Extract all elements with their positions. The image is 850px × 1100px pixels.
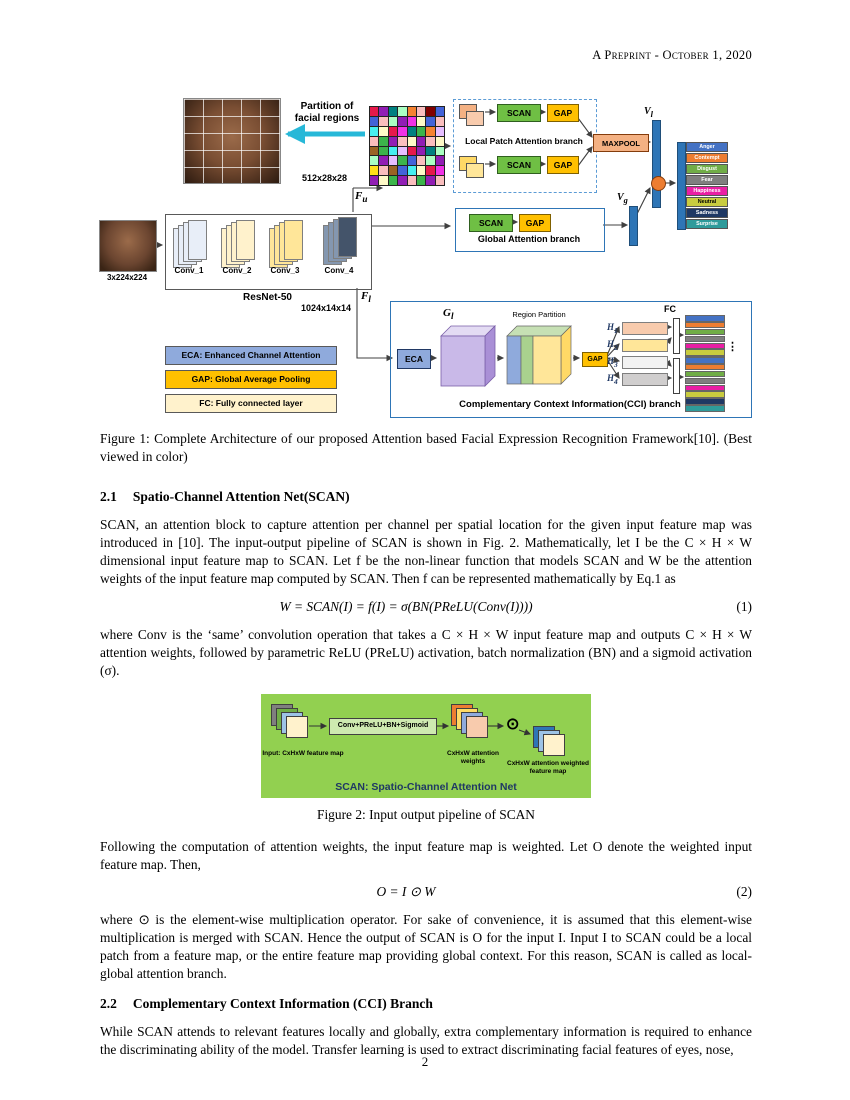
legend-list xyxy=(165,346,337,418)
mosaic-grid xyxy=(369,106,445,186)
scan-block: SCAN xyxy=(497,104,541,122)
equation-1-number: (1) xyxy=(736,598,752,614)
mosaic-cell xyxy=(389,156,397,165)
mosaic-cell xyxy=(389,107,397,116)
resnet-label: ResNet-50 xyxy=(243,292,292,303)
partition-label: Partition of facial regions xyxy=(294,101,360,124)
cci-output-stripe xyxy=(685,329,725,336)
fusion-node xyxy=(651,176,666,191)
mosaic-cell xyxy=(417,127,425,136)
mosaic-cell xyxy=(379,107,387,116)
equation-2-number: (2) xyxy=(736,884,752,900)
mosaic-cell xyxy=(426,166,434,175)
mosaic-cell xyxy=(370,117,378,126)
input-label: Input: CxHxW feature map xyxy=(262,749,344,757)
mosaic-cell xyxy=(370,137,378,146)
patch-icon xyxy=(466,163,484,178)
mosaic-cell xyxy=(417,147,425,156)
emotion-label: Happiness xyxy=(686,186,728,196)
figure-2-diagram xyxy=(261,694,591,798)
cci-output-stripe xyxy=(685,315,725,322)
h-bar xyxy=(622,373,668,386)
emotion-label: Sadness xyxy=(686,208,728,218)
mosaic-cell xyxy=(398,176,406,185)
mosaic-cell xyxy=(417,166,425,175)
cci-output-stripe xyxy=(685,357,725,364)
mosaic-cell xyxy=(370,147,378,156)
gap-block: GAP xyxy=(547,156,579,174)
weighted-label: CxHxW attention weighted feature map xyxy=(507,759,589,775)
paragraph-weighting: Following the computation of attention weights, the input feature map is weighted. Let O denote the weighted input feature map. Then, xyxy=(100,838,752,872)
equation-1 xyxy=(100,598,752,616)
mosaic-cell xyxy=(379,127,387,136)
cci-output-stripe xyxy=(685,378,725,385)
mosaic-cell xyxy=(408,166,416,175)
weighted-feature-map-layer xyxy=(543,734,565,756)
mosaic-cell xyxy=(408,156,416,165)
cci-output-stripe xyxy=(685,349,725,356)
fc-label: FC xyxy=(664,304,676,314)
figure-2 xyxy=(261,694,591,798)
conv1-label: Conv_1 xyxy=(174,266,204,275)
gap-block: GAP xyxy=(582,352,608,367)
vl-label: $V_l$ xyxy=(644,106,653,119)
mosaic-cell xyxy=(398,117,406,126)
conv1-stack xyxy=(173,220,209,268)
mosaic-cell xyxy=(398,137,406,146)
mosaic-cell xyxy=(417,176,425,185)
mosaic-cell xyxy=(370,107,378,116)
vl-feature-bar xyxy=(652,120,661,208)
mosaic-cell xyxy=(379,176,387,185)
fused-feature-bar xyxy=(677,142,686,230)
mosaic-cell xyxy=(379,117,387,126)
mosaic-cell xyxy=(389,147,397,156)
section-2-2-heading: 2.2 Complementary Context Information (CCI) Branch xyxy=(100,996,433,1012)
global-branch-label: Global Attention branch xyxy=(477,234,581,244)
fc-layer-bar xyxy=(673,318,680,354)
mosaic-cell xyxy=(408,117,416,126)
face-image-partitioned xyxy=(183,98,281,184)
equation-1-body: W = SCAN(I) = f(I) = σ(BN(PReLU(Conv(I)))) xyxy=(279,598,533,614)
mosaic-cell xyxy=(408,137,416,146)
equation-2 xyxy=(100,883,752,901)
mosaic-cell xyxy=(408,127,416,136)
weights-label: CxHxW attention weights xyxy=(447,749,499,765)
mosaic-cell xyxy=(436,176,444,185)
mosaic-cell xyxy=(426,117,434,126)
fc-layer-bar xyxy=(673,358,680,394)
eca-block: ECA xyxy=(397,349,431,369)
legend-item: ECA: Enhanced Channel Attention xyxy=(165,346,337,365)
mosaic-cell xyxy=(436,107,444,116)
legend-item: FC: Fully connected layer xyxy=(165,394,337,413)
input-feature-map-layer xyxy=(286,716,308,738)
elementwise-multiply-icon: ⊙ xyxy=(506,715,520,733)
mosaic-cell xyxy=(436,156,444,165)
mosaic-cell xyxy=(379,147,387,156)
emotion-label: Contempt xyxy=(686,153,728,163)
emotion-label: Surprise xyxy=(686,219,728,229)
emotion-label: Neutral xyxy=(686,197,728,207)
feature-dim-1024: 1024x14x14 xyxy=(300,303,351,313)
input-face-image xyxy=(99,220,157,272)
gap-block: GAP xyxy=(547,104,579,122)
cci-output-stripe xyxy=(685,371,725,378)
mosaic-cell xyxy=(398,147,406,156)
maxpool-block: MAXPOOL xyxy=(593,134,649,152)
conv4-stack xyxy=(323,217,359,265)
conv2-label: Conv_2 xyxy=(222,266,252,275)
region-partition-label: Region Partition xyxy=(512,310,566,319)
fl-label: $F_l$ xyxy=(361,290,371,305)
h2-label: $H_2$ xyxy=(607,339,618,352)
mosaic-cell xyxy=(408,147,416,156)
mosaic-cell xyxy=(389,137,397,146)
mosaic-cell xyxy=(426,156,434,165)
mosaic-cell xyxy=(389,176,397,185)
mosaic-cell xyxy=(398,156,406,165)
input-dim-label: 3x224x224 xyxy=(106,273,148,282)
h3-label: $H_3$ xyxy=(607,356,618,369)
figure-1-caption: Figure 1: Complete Architecture of our proposed Attention based Facial Expression Recognition Framework[10]. (Best viewed in color) xyxy=(100,431,752,464)
conv2-stack xyxy=(221,220,257,268)
paragraph-cci-intro: While SCAN attends to relevant features locally and globally, extra complementary information is required to enhance the discriminating ability of the model. Transfer learning is used to extract discriminating facial features of eyes, nose, xyxy=(100,1024,752,1058)
mosaic-cell xyxy=(417,137,425,146)
h-bar xyxy=(622,356,668,369)
legend-item: GAP: Global Average Pooling xyxy=(165,370,337,389)
emotion-stack xyxy=(686,142,728,230)
mosaic-cell xyxy=(408,107,416,116)
figure-1 xyxy=(95,96,755,426)
paragraph-conv-explanation: where Conv is the ‘same’ convolution operation that takes a C × H × W input feature map and outputs C × H × W attention weights, followed by parametric ReLU (PReLU) activation, batch normalization (BN) and a sigmoid activation (σ). xyxy=(100,626,752,678)
scan-block: SCAN xyxy=(469,214,513,232)
emotion-label: Anger xyxy=(686,142,728,152)
h4-label: $H_4$ xyxy=(607,373,618,386)
cci-output-stripe xyxy=(685,322,725,329)
mosaic-cell xyxy=(370,127,378,136)
h-bar xyxy=(622,339,668,352)
mosaic-cell xyxy=(426,147,434,156)
mosaic-cell xyxy=(426,107,434,116)
mosaic-cell xyxy=(436,166,444,175)
mosaic-cell xyxy=(417,107,425,116)
cci-output-stripe xyxy=(685,385,725,392)
cci-output-stripe xyxy=(685,364,725,371)
conv4-label: Conv_4 xyxy=(324,266,354,275)
mosaic-cell xyxy=(417,117,425,126)
page-content xyxy=(100,430,752,1069)
mosaic-cell xyxy=(398,166,406,175)
mosaic-cell xyxy=(398,107,406,116)
mosaic-cell xyxy=(417,156,425,165)
mosaic-cell xyxy=(370,176,378,185)
mosaic-cell xyxy=(426,127,434,136)
mosaic-cell xyxy=(436,127,444,136)
mosaic-cell xyxy=(379,137,387,146)
patch-icon xyxy=(466,111,484,126)
mosaic-cell xyxy=(389,127,397,136)
mosaic-cell xyxy=(436,147,444,156)
emotion-label: Fear xyxy=(686,175,728,185)
mosaic-cell xyxy=(436,117,444,126)
h-bar xyxy=(622,322,668,335)
scan-diagram-title: SCAN: Spatio-Channel Attention Net xyxy=(335,780,517,793)
mosaic-cell xyxy=(389,166,397,175)
local-branch-label: Local Patch Attention branch xyxy=(465,136,583,146)
mosaic-cell xyxy=(426,176,434,185)
paragraph-elementwise: where ⊙ is the element-wise multiplication operator. For sake of convenience, it is assumed that this element-wise multiplication is merged with SCAN. Hence the output of SCAN is O for the input I. Input I to SCAN could be a local patch from a feature map, or the entire feature map providing global context. For this reason, SCAN is called as local-global attention branch. xyxy=(100,912,752,982)
mosaic-cell xyxy=(370,166,378,175)
fu-label: $F_u$ xyxy=(355,190,368,205)
equation-2-body: O = I ⊙ W xyxy=(376,884,436,900)
conv-prelu-bn-sigmoid-block: Conv+PReLU+BN+Sigmoid xyxy=(329,718,437,735)
mosaic-cell xyxy=(370,156,378,165)
preprint-header: A Preprint - October 1, 2020 xyxy=(592,48,752,62)
conv3-label: Conv_3 xyxy=(270,266,300,275)
cci-branch-label: Complementary Context Information(CCI) branch xyxy=(459,399,681,410)
page-number: 2 xyxy=(421,1054,429,1069)
figure-2-caption: Figure 2: Input output pipeline of SCAN xyxy=(317,806,535,822)
mosaic-cell xyxy=(436,137,444,146)
conv3-stack xyxy=(269,220,305,268)
mosaic-cell xyxy=(408,176,416,185)
mosaic-cell xyxy=(379,156,387,165)
cci-output-stripe xyxy=(685,343,725,350)
gap-block: GAP xyxy=(519,214,551,232)
cci-output-stripe xyxy=(685,391,725,398)
mosaic-cell xyxy=(379,166,387,175)
emotion-label: Disgust xyxy=(686,164,728,174)
scan-block: SCAN xyxy=(497,156,541,174)
vg-label: $V_g$ xyxy=(617,192,628,205)
ellipsis-dots: ⋮ xyxy=(727,341,738,353)
section-2-1-heading: 2.1 Spatio-Channel Attention Net(SCAN) xyxy=(100,488,350,504)
mosaic-cell xyxy=(389,117,397,126)
vg-feature-bar xyxy=(629,206,638,246)
attention-weights-layer xyxy=(466,716,488,738)
paragraph-scan-intro: SCAN, an attention block to capture attention per channel per spatial location for the given input feature map was introduced in [10]. The input-output pipeline of SCAN is shown in Fig. 2. Mathematically, let I be the C × H × W dimensional input feature map to SCAN. Let f be the non-linear function that models SCAN and W be the attention weights of the input feature map computed by SCAN. Then f can be represented mathematically by Eq.1 as xyxy=(100,516,752,586)
feature-dim-512: 512x28x28 xyxy=(301,173,347,183)
cci-output-stripe xyxy=(685,336,725,343)
gl-label: $G_l$ xyxy=(443,307,454,322)
h1-label: $H_1$ xyxy=(607,322,618,335)
mosaic-cell xyxy=(426,137,434,146)
mosaic-cell xyxy=(398,127,406,136)
